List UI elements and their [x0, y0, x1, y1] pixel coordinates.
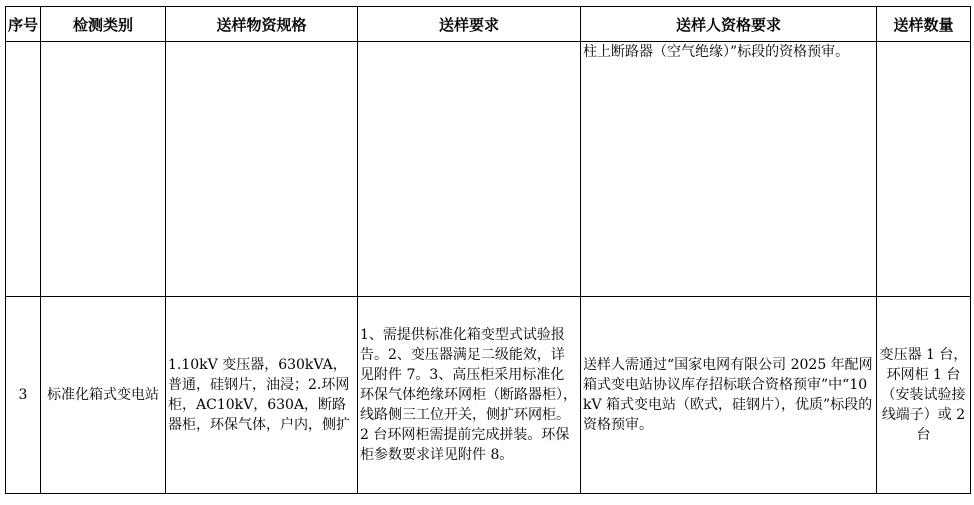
- table-row-continued: [6, 42, 971, 297]
- empty-cell-requirements: [358, 42, 581, 297]
- row3-seq-cell: 3: [6, 297, 41, 494]
- header-row: [6, 7, 971, 42]
- header-qualification: 送样人资格要求: [581, 7, 877, 42]
- header-quantity: 送样数量: [877, 7, 971, 42]
- header-category: 检测类别: [41, 7, 166, 42]
- empty-cell-spec: [166, 42, 358, 297]
- continued-qualification-cell: 柱上断路器（空气绝缘）”标段的资格预审。: [581, 42, 877, 297]
- empty-cell-category: [41, 42, 166, 297]
- row3-category-cell: 标准化箱式变电站: [41, 297, 166, 494]
- row3-quantity-cell: 变压器 1 台，环网柜 1 台（安装试验接线端子）或 2 台: [877, 297, 971, 494]
- row3-spec-cell: 1.10kV 变压器，630kVA，普通，硅钢片，油浸；2.环网柜，AC10kV，630A，断路器柜，环保气体，户内，侧扩: [166, 297, 358, 494]
- header-requirements: 送样要求: [358, 7, 581, 42]
- row3-requirements-cell: 1、需提供标准化箱变型式试验报告。2、变压器满足二级能效，详见附件 7。3、高压柜采用标准化环保气体绝缘环网柜（断路器柜），线路侧三工位开关，侧扩环网柜。2 台环网柜需提前完成拼装。环保柜参数要求详见附件 8。: [358, 297, 581, 494]
- sample-requirements-table: [5, 6, 971, 494]
- table-row: [6, 297, 971, 494]
- row3-qualification-cell: 送样人需通过“国家电网有限公司 2025 年配网箱式变电站协议库存招标联合资格预审”中“10kV 箱式变电站（欧式，硅钢片），优质”标段的资格预审。: [581, 297, 877, 494]
- header-seq: 序号: [6, 7, 41, 42]
- header-spec: 送样物资规格: [166, 7, 358, 42]
- empty-cell-seq: [6, 42, 41, 297]
- empty-cell-quantity: [877, 42, 971, 297]
